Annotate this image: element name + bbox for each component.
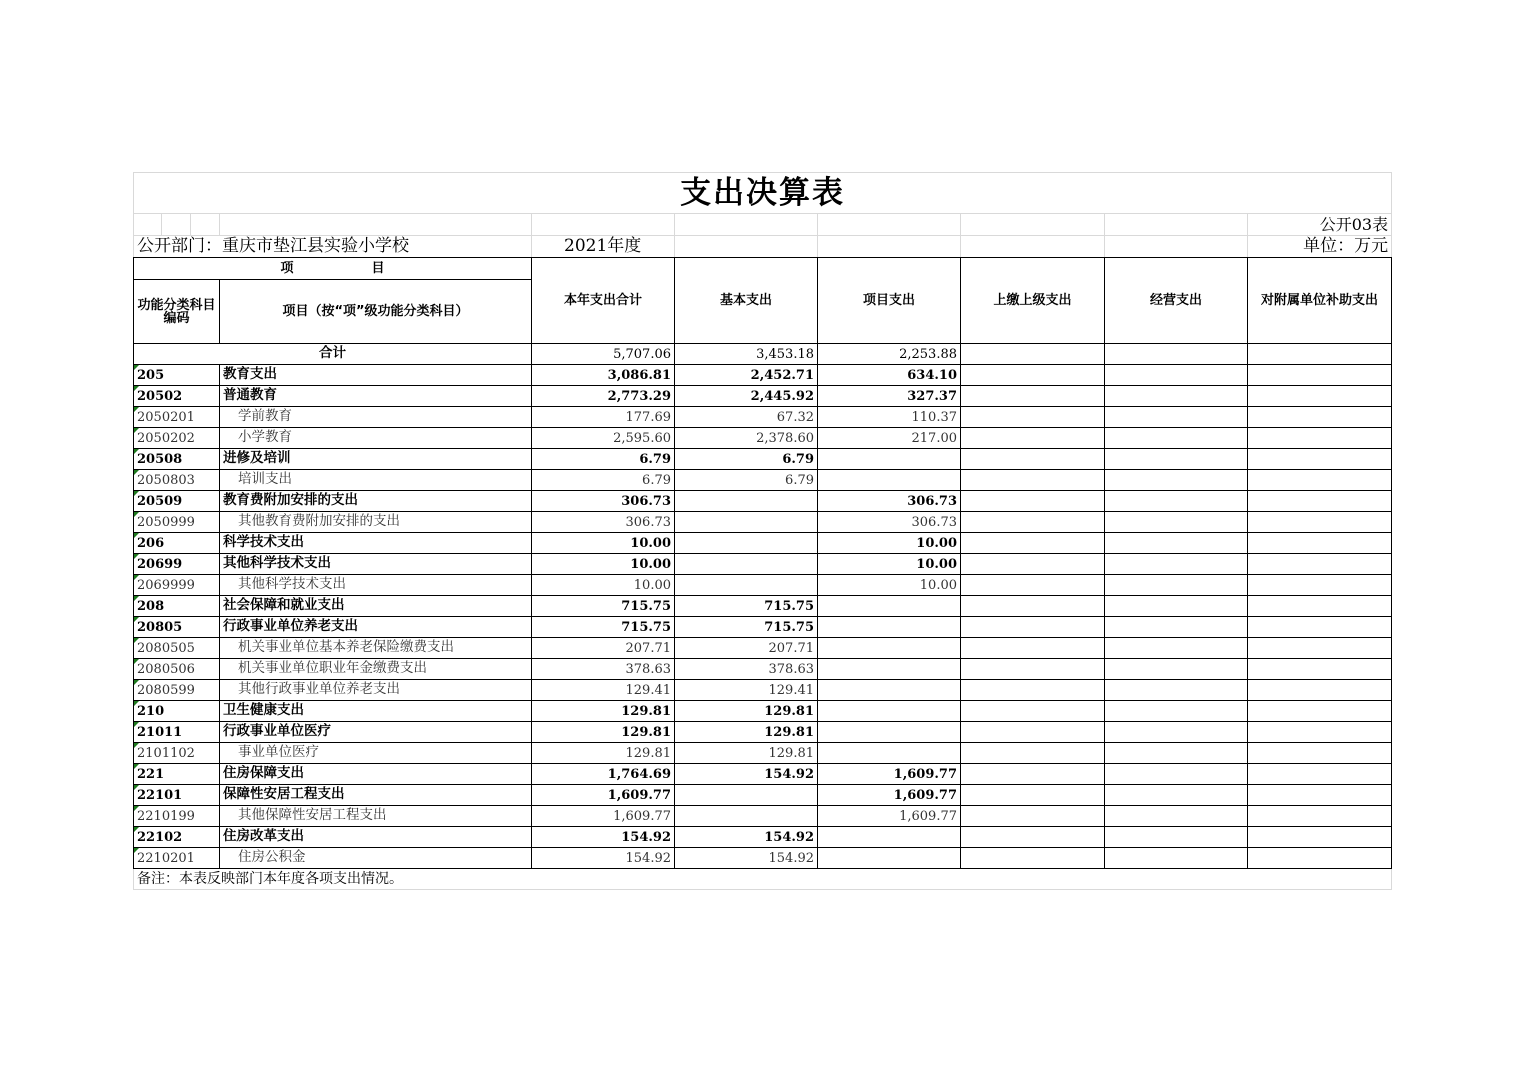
unit-label: 单位：万元 [1248,236,1392,258]
row-code: 2080599 [134,680,220,701]
row-code: 2050202 [134,428,220,449]
table-row [134,575,1392,596]
row-total: 1,609.77 [532,785,675,806]
table-row [134,617,1392,638]
row-name: 住房改革支出 [220,827,532,848]
row-code: 2050999 [134,512,220,533]
row-empty-cell [1105,596,1248,617]
row-project: 1,609.77 [818,806,961,827]
table-row [134,722,1392,743]
row-basic: 154.92 [675,848,818,869]
row-total: 306.73 [532,512,675,533]
row-empty-cell [1105,743,1248,764]
row-empty-cell [1105,785,1248,806]
row-code: 2080505 [134,638,220,659]
row-basic [675,512,818,533]
row-project: 217.00 [818,428,961,449]
row-basic: 715.75 [675,617,818,638]
header-upper: 上缴上级支出 [961,258,1105,344]
row-basic: 2,378.60 [675,428,818,449]
row-empty-cell [961,365,1105,386]
row-basic: 715.75 [675,596,818,617]
row-total: 177.69 [532,407,675,428]
row-name: 住房保障支出 [220,764,532,785]
total-label: 合计 [134,344,532,365]
row-project [818,701,961,722]
row-basic [675,533,818,554]
row-total: 715.75 [532,596,675,617]
table-row [134,449,1392,470]
table-row [134,365,1392,386]
row-code: 2050803 [134,470,220,491]
row-code: 2101102 [134,743,220,764]
table-row [134,491,1392,512]
row-total: 306.73 [532,491,675,512]
year-label: 2021年度 [532,236,675,258]
row-name: 事业单位医疗 [220,743,532,764]
table-row [134,806,1392,827]
row-code: 221 [134,764,220,785]
row-name: 住房公积金 [220,848,532,869]
row-name: 其他行政事业单位养老支出 [220,680,532,701]
row-empty-cell [1248,785,1392,806]
row-empty-cell [1105,470,1248,491]
row-project [818,470,961,491]
row-empty-cell [961,806,1105,827]
row-empty-cell [961,659,1105,680]
row-project: 10.00 [818,575,961,596]
row-code: 2050201 [134,407,220,428]
row-project: 306.73 [818,512,961,533]
row-project [818,848,961,869]
row-empty-cell [961,407,1105,428]
row-basic [675,554,818,575]
row-project [818,596,961,617]
row-project [818,638,961,659]
table-row [134,764,1392,785]
row-total: 378.63 [532,659,675,680]
row-empty-cell [1248,407,1392,428]
row-total: 129.41 [532,680,675,701]
row-empty-cell [1105,575,1248,596]
row-empty-cell [961,764,1105,785]
header-business: 经营支出 [1105,258,1248,344]
row-empty-cell [1105,512,1248,533]
row-project: 10.00 [818,554,961,575]
row-total: 129.81 [532,743,675,764]
row-empty-cell [961,596,1105,617]
row-empty-cell [1248,848,1392,869]
row-empty-cell [1105,533,1248,554]
row-total: 2,773.29 [532,386,675,407]
row-code: 208 [134,596,220,617]
row-empty-cell [1248,827,1392,848]
page-title: 支出决算表 [134,173,1392,214]
row-empty-cell [1105,638,1248,659]
row-empty-cell [961,848,1105,869]
row-empty-cell [1105,428,1248,449]
row-empty-cell [961,617,1105,638]
row-total: 207.71 [532,638,675,659]
row-empty-cell [1248,575,1392,596]
row-project: 10.00 [818,533,961,554]
row-name: 培训支出 [220,470,532,491]
row-empty-cell [961,512,1105,533]
row-empty-cell [1105,386,1248,407]
row-empty-cell [1248,722,1392,743]
row-total: 1,609.77 [532,806,675,827]
row-empty-cell [1105,764,1248,785]
row-code: 20805 [134,617,220,638]
row-empty-cell [961,533,1105,554]
table-row [134,428,1392,449]
row-empty-cell [1105,701,1248,722]
row-code: 2080506 [134,659,220,680]
row-empty-cell [961,680,1105,701]
table-row [134,680,1392,701]
row-name: 其他教育费附加安排的支出 [220,512,532,533]
header-total: 本年支出合计 [532,258,675,344]
row-empty-cell [1248,449,1392,470]
row-empty-cell [1248,512,1392,533]
table-row [134,407,1392,428]
table-row [134,848,1392,869]
table-row [134,512,1392,533]
row-project: 306.73 [818,491,961,512]
row-code: 20508 [134,449,220,470]
table-row [134,785,1392,806]
row-basic [675,575,818,596]
row-name: 保障性安居工程支出 [220,785,532,806]
total-project: 2,253.88 [818,344,961,365]
row-empty-cell [1105,554,1248,575]
row-code: 20509 [134,491,220,512]
row-basic: 129.81 [675,722,818,743]
row-empty-cell [1105,491,1248,512]
row-project [818,617,961,638]
row-empty-cell [961,554,1105,575]
row-basic: 2,445.92 [675,386,818,407]
table-row [134,554,1392,575]
total-row [134,344,1392,365]
row-name: 教育支出 [220,365,532,386]
row-empty-cell [961,470,1105,491]
row-empty-cell [1248,617,1392,638]
header-item-group: 项 目 [134,258,532,280]
row-empty-cell [961,449,1105,470]
row-basic: 154.92 [675,764,818,785]
row-empty-cell [961,386,1105,407]
row-total: 2,595.60 [532,428,675,449]
row-empty-cell [1105,617,1248,638]
row-empty-cell [1105,659,1248,680]
row-total: 3,086.81 [532,365,675,386]
row-basic: 129.81 [675,701,818,722]
row-project [818,827,961,848]
row-empty-cell [1105,365,1248,386]
row-empty-cell [1248,638,1392,659]
expenditure-sheet [133,172,1391,890]
row-empty-cell [1105,680,1248,701]
row-total: 715.75 [532,617,675,638]
header-subsidy: 对附属单位补助支出 [1248,258,1392,344]
row-empty-cell [1248,554,1392,575]
header-basic: 基本支出 [675,258,818,344]
row-code: 2210199 [134,806,220,827]
row-project: 1,609.77 [818,785,961,806]
table-row [134,533,1392,554]
row-empty-cell [1105,827,1248,848]
row-project: 1,609.77 [818,764,961,785]
row-empty-cell [961,428,1105,449]
expenditure-table [133,172,1392,890]
row-empty-cell [1248,596,1392,617]
header-code: 功能分类科目编码 [134,280,220,344]
row-basic: 207.71 [675,638,818,659]
row-empty-cell [1105,848,1248,869]
row-name: 其他科学技术支出 [220,554,532,575]
row-empty-cell [1248,428,1392,449]
row-empty-cell [1248,365,1392,386]
row-name: 小学教育 [220,428,532,449]
row-total: 154.92 [532,848,675,869]
total-total: 5,707.06 [532,344,675,365]
row-total: 154.92 [532,827,675,848]
row-project: 110.37 [818,407,961,428]
row-code: 206 [134,533,220,554]
row-basic: 378.63 [675,659,818,680]
row-empty-cell [1248,491,1392,512]
row-empty-cell [1105,407,1248,428]
row-project: 634.10 [818,365,961,386]
row-empty-cell [961,638,1105,659]
row-total: 10.00 [532,575,675,596]
row-name: 教育费附加安排的支出 [220,491,532,512]
row-project: 327.37 [818,386,961,407]
row-code: 2069999 [134,575,220,596]
row-empty-cell [961,722,1105,743]
row-code: 205 [134,365,220,386]
row-project [818,743,961,764]
row-name: 其他保障性安居工程支出 [220,806,532,827]
row-empty-cell [1105,449,1248,470]
table-row [134,596,1392,617]
table-row [134,638,1392,659]
row-empty-cell [961,575,1105,596]
row-project [818,659,961,680]
row-empty-cell [1248,701,1392,722]
row-name: 社会保障和就业支出 [220,596,532,617]
row-basic: 6.79 [675,449,818,470]
row-total: 1,764.69 [532,764,675,785]
row-empty-cell [1248,743,1392,764]
header-project: 项目支出 [818,258,961,344]
row-basic [675,785,818,806]
row-name: 机关事业单位基本养老保险缴费支出 [220,638,532,659]
row-empty-cell [1248,806,1392,827]
row-basic: 154.92 [675,827,818,848]
row-empty-cell [1248,659,1392,680]
row-basic: 67.32 [675,407,818,428]
table-row [134,743,1392,764]
row-empty-cell [1105,806,1248,827]
row-empty-cell [1248,764,1392,785]
row-name: 进修及培训 [220,449,532,470]
row-code: 210 [134,701,220,722]
row-empty-cell [961,491,1105,512]
department-label: 公开部门：重庆市垫江县实验小学校 [134,236,532,258]
row-name: 行政事业单位养老支出 [220,617,532,638]
table-row [134,827,1392,848]
row-total: 129.81 [532,701,675,722]
row-project [818,722,961,743]
row-basic [675,491,818,512]
row-name: 其他科学技术支出 [220,575,532,596]
table-row [134,470,1392,491]
table-number: 公开03表 [1248,214,1392,236]
row-total: 6.79 [532,470,675,491]
row-total: 129.81 [532,722,675,743]
row-empty-cell [961,743,1105,764]
row-empty-cell [1248,533,1392,554]
row-empty-cell [1248,470,1392,491]
row-code: 21011 [134,722,220,743]
row-name: 科学技术支出 [220,533,532,554]
row-total: 6.79 [532,449,675,470]
row-project [818,680,961,701]
row-basic [675,806,818,827]
row-total: 10.00 [532,533,675,554]
row-basic: 2,452.71 [675,365,818,386]
row-name: 行政事业单位医疗 [220,722,532,743]
row-basic: 129.81 [675,743,818,764]
row-code: 20502 [134,386,220,407]
table-row [134,659,1392,680]
row-name: 卫生健康支出 [220,701,532,722]
row-name: 学前教育 [220,407,532,428]
row-name: 普通教育 [220,386,532,407]
row-empty-cell [1105,722,1248,743]
row-empty-cell [961,701,1105,722]
table-row [134,386,1392,407]
total-basic: 3,453.18 [675,344,818,365]
table-row [134,701,1392,722]
row-empty-cell [961,827,1105,848]
row-basic: 6.79 [675,470,818,491]
header-name: 项目（按“项”级功能分类科目） [220,280,532,344]
row-empty-cell [961,785,1105,806]
note: 备注：本表反映部门本年度各项支出情况。 [134,869,1392,890]
row-code: 22101 [134,785,220,806]
row-total: 10.00 [532,554,675,575]
row-basic: 129.41 [675,680,818,701]
row-code: 22102 [134,827,220,848]
row-code: 20699 [134,554,220,575]
row-empty-cell [1248,386,1392,407]
row-code: 2210201 [134,848,220,869]
row-name: 机关事业单位职业年金缴费支出 [220,659,532,680]
row-empty-cell [1248,680,1392,701]
row-project [818,449,961,470]
